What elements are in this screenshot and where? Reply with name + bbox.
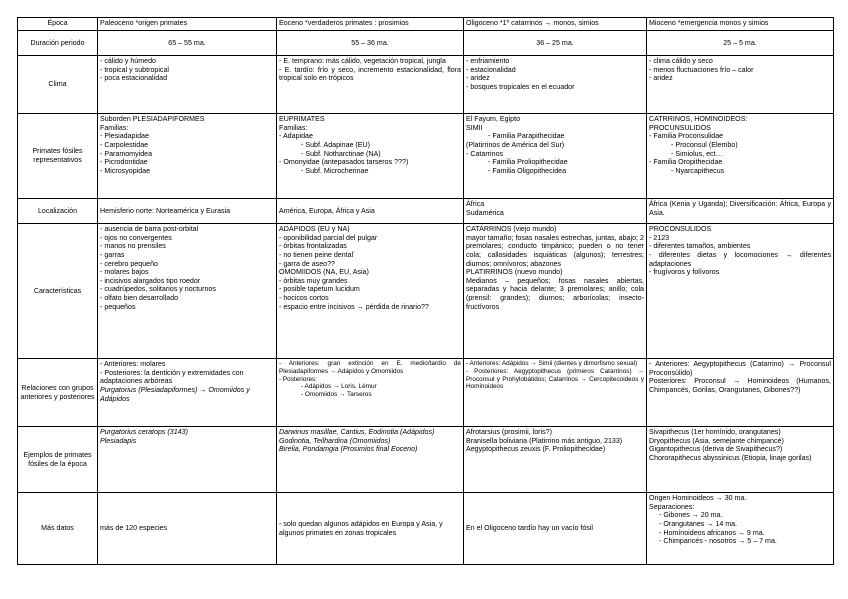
text-line: - Adápidos → Loris, Lémur — [301, 383, 377, 391]
text-line: - no tienen peine dental´ — [279, 250, 356, 259]
text-line: - aridez — [466, 74, 490, 83]
text-line: Dryopithecus (Asia, semejante chimpancé) — [649, 436, 784, 445]
duracion-eoceno: 55 – 36 ma. — [277, 31, 464, 56]
text-line: - Catarrinos — [466, 149, 504, 158]
row-label-masdatos: Más datos — [18, 493, 98, 565]
text-line: - poca estacionalidad — [100, 74, 168, 83]
text-line: CATARRINOS (viejo mundo) — [466, 225, 557, 233]
text-line: - estacionalidad — [466, 65, 516, 74]
text-line: - diferentes dietas y locomociones → diferentes adaptaciones — [649, 250, 831, 268]
clima-mioceno — [647, 56, 834, 114]
text-line: - Subf. Adapinae (EU) — [301, 140, 371, 149]
row-label-clima: Clima — [18, 56, 98, 114]
row-label-primates: Primates fósiles representativos — [18, 114, 98, 199]
text-line: - ojos no convergentes — [100, 233, 172, 242]
text-line: - enfriamiento — [466, 57, 510, 65]
text-line: Purgatorius (Plesiadapiformes) → Omomiidos y Adápidos — [100, 385, 250, 403]
relaciones-oligoceno — [464, 359, 647, 427]
text-line: - hocicos cortos — [279, 294, 329, 303]
header-mioceno: Mioceno *emergencia monos y simios — [647, 18, 834, 31]
primates-eoceno — [277, 114, 464, 199]
text-line: Aegyptopithecus zeuxis (F. Proliopithecidae) — [466, 445, 606, 454]
text-line: - cuadrúpedos, solitarios y nocturnos — [100, 285, 216, 294]
text-line: - Adapidae — [279, 132, 313, 141]
text-line: Sivapithecus (1er homínido, orangutanes) — [649, 428, 781, 436]
text-line: - Posteriores: — [279, 375, 318, 383]
text-line: - espacio entre incisivos → pérdida de rinario?? — [279, 302, 429, 311]
text-line: - Chimpancés - nosotros → 5 – 7 ma. — [659, 537, 777, 546]
text-line: - oponibilidad parcial del pulgar — [279, 233, 378, 242]
text-line: El Fayum, Egipto — [466, 115, 521, 123]
caracteristicas-mioceno — [647, 224, 834, 359]
text-line: Familias: — [100, 123, 129, 132]
text-line: Medianos – pequeños; fosas nasales abiertas, separadas y hacia delante; 3 premolares; anillo; cola (prensil: grandes); diurnos; arborícolas; insecto-fructívoros — [466, 276, 644, 311]
text-line: - Familia Proliopithecidae — [488, 158, 568, 167]
row-clima — [18, 56, 834, 114]
text-line: - Posteriores: Aegyptopithecus (primeros Catarrinos) → Proconsul y Prohylobátidos; Catarrinos → Cercopitecoideos y Hominoideos — [466, 367, 644, 391]
row-relaciones — [18, 359, 834, 427]
text-line: mayor tamaño; fosas nasales estrechas, juntas, abajo; 2 premolares; conducto timpánico; pueden o no tener cola; callosidades isquiáticas (algunos); terrestres; diurnos; omnívoros; abazones — [466, 233, 644, 268]
row-label-ejemplos: Ejemplos de primates fósiles de la época — [18, 427, 98, 493]
header-paleoceno: Paleoceno *origen primates — [98, 18, 277, 31]
localizacion-mioceno: África (Kenia y Uganda); Diversificación: África, Europa y Asia. — [647, 199, 834, 224]
text-line: - Posteriores: la dentición y extremidades con adaptaciones arbóreas — [100, 368, 244, 386]
header-eoceno: Eoceno *verdaderos primates : prosimios — [277, 18, 464, 31]
text-line: - Orangutanes → 14 ma. — [659, 519, 738, 528]
ejemplos-oligoceno — [464, 427, 647, 493]
ejemplos-eoceno — [277, 427, 464, 493]
text-line: - posible tapetum lucidum — [279, 285, 360, 294]
text-line: - E. tardío: frío y seco, incremento estacionalidad, flora tropical solo en trópicos — [279, 65, 461, 83]
text-line: - E. temprano: más cálido, vegetación tropical, jungla — [279, 57, 446, 65]
text-line: - menos fluctuaciones frío – calor — [649, 65, 754, 74]
text-line: PLATIRRINOS (nuevo mundo) — [466, 268, 563, 277]
text-line: - cerebro pequeño — [100, 259, 158, 268]
text-line: - Omonyidae (antepasados tarseros ???) — [279, 158, 409, 167]
text-line: - Anteriores: Adápidos → Simii (dientes y dimorfismo sexual) — [466, 360, 638, 367]
text-line: - órbitas frontalizadas — [279, 242, 347, 251]
text-line: PROCUNSULIDOS — [649, 123, 711, 132]
text-line: Origen Hominoideos → 30 ma. — [649, 494, 747, 502]
text-line: - Anteriores: Aegyptopithecus (Catarrino) → Proconsul Proconsúlido) — [649, 360, 831, 377]
caracteristicas-oligoceno — [464, 224, 647, 359]
text-line: CATRRINOS, HOMINOIDEOS: — [649, 115, 748, 123]
row-label-duracion: Duración periodo — [18, 31, 98, 56]
text-line: Afrotarsius (prosimii, loris?) — [466, 428, 552, 436]
text-line: - 2123 — [649, 233, 670, 242]
text-line: Purgatorius ceratops (3143) — [100, 428, 188, 436]
text-line: PROCONSULIDOS — [649, 225, 712, 233]
localizacion-oligoceno — [464, 199, 647, 224]
text-line: - Plesiadapidae — [100, 132, 149, 141]
primates-mioceno — [647, 114, 834, 199]
relaciones-paleoceno — [98, 359, 277, 427]
text-line: EUPRIMATES — [279, 115, 325, 123]
primates-paleoceno — [98, 114, 277, 199]
row-label-relaciones: Relaciones con grupos anteriores y posteriores — [18, 359, 98, 427]
text-line: - Anteriores: gran extinción en E. medio/tardío de Plesiadapiformes → Adápidos y Omomiidos — [279, 360, 461, 375]
duracion-paleoceno: 65 – 55 ma. — [98, 31, 277, 56]
masdatos-mioceno — [647, 493, 834, 565]
ejemplos-mioceno — [647, 427, 834, 493]
row-duracion — [18, 31, 834, 56]
text-line: - Familia Parapithecidae — [488, 132, 565, 141]
row-localizacion — [18, 199, 834, 224]
header-row — [18, 18, 834, 31]
text-line: - diferentes tamaños, ambientes — [649, 242, 751, 251]
text-line: - garra de aseo?? — [279, 259, 335, 268]
localizacion-eoceno: América, Europa, África y Asia — [277, 199, 464, 224]
text-line: - tropical y subtropical — [100, 65, 169, 74]
text-line: - Microsyopidae — [100, 166, 151, 175]
row-label-caracteristicas: Características — [18, 224, 98, 359]
text-line: - Carpolestidae — [100, 140, 149, 149]
text-line: - frugívoros y folívoros — [649, 268, 720, 277]
text-line: Godinotia, Teilhardina (Omomiidos) — [279, 436, 391, 445]
text-line: Gigantopithecus (deriva de Sivapithecus?) — [649, 445, 783, 454]
text-line: ADAPIDOS (EU y NA) — [279, 225, 350, 233]
caracteristicas-eoceno — [277, 224, 464, 359]
text-line: - Paramomyidea — [100, 149, 153, 158]
text-line: (Platirrinos de América del Sur) — [466, 140, 565, 149]
localizacion-paleoceno: Hemisferio norte: Norteamérica y Eurasia — [98, 199, 277, 224]
text-line: - Picrodontidae — [100, 158, 148, 167]
text-line: - Gibones → 20 ma. — [659, 511, 723, 520]
text-line: - aridez — [649, 74, 673, 83]
text-line: - molares bajos — [100, 268, 149, 277]
row-label-localizacion: Localización — [18, 199, 98, 224]
duracion-mioceno: 25 – 5 ma. — [647, 31, 834, 56]
text-line: - Subf. Notharctinae (NA) — [301, 149, 381, 158]
text-line: Plesiadapis — [100, 436, 137, 445]
document-page — [17, 17, 833, 565]
text-line: - cálido y húmedo — [100, 57, 156, 65]
text-line: - pequeños — [100, 302, 136, 311]
row-masdatos — [18, 493, 834, 565]
row-primates — [18, 114, 834, 199]
text-line: Sudamérica — [466, 208, 504, 217]
text-line: - ausencia de barra post-orbital — [100, 225, 199, 233]
text-line: Darwinus masillae, Cantius, Eodinotia (Adápidos) — [279, 428, 435, 436]
duracion-oligoceno: 36 – 25 ma. — [464, 31, 647, 56]
text-line: - clima cálido y seco — [649, 57, 713, 65]
text-line: - Simiolus, ect… — [671, 149, 723, 158]
caracteristicas-paleoceno — [98, 224, 277, 359]
text-line: - Subf. Microcherinae — [301, 166, 369, 175]
text-line: Branisella boliviana (Platirrino más antiguo, 2133) — [466, 436, 623, 445]
text-line: - Proconsul (Elembo) — [671, 140, 738, 149]
row-caracteristicas — [18, 224, 834, 359]
text-line: - órbitas muy grandes — [279, 276, 348, 285]
relaciones-mioceno — [647, 359, 834, 427]
header-epoca: Época — [18, 18, 98, 31]
text-line: - Familia Oropithecidae — [649, 158, 723, 167]
primates-oligoceno — [464, 114, 647, 199]
relaciones-eoceno — [277, 359, 464, 427]
text-line: - Omomiidos → Tarseros — [301, 391, 372, 399]
row-ejemplos — [18, 427, 834, 493]
text-line: Chororapithecus abyssinicus (Etiopia, linaje gorilas) — [649, 453, 812, 462]
text-line: Familias: — [279, 123, 308, 132]
clima-paleoceno — [98, 56, 277, 114]
masdatos-paleoceno: más de 120 especies — [98, 493, 277, 565]
text-line: - Anteriores: molares — [100, 360, 166, 368]
primate-evolution-table — [17, 17, 834, 565]
text-line: Separaciones: — [649, 502, 695, 511]
text-line: - Homínoideos africanos → 9 ma. — [659, 528, 765, 537]
text-line: Posteriores: Proconsul → Hominoideos (Humanos, Chimpancés, Gorilas, Orangutanes, Gibones??) — [649, 377, 831, 394]
text-line: Birelia, Pondamgia (Prosimios final Eoceno) — [279, 445, 418, 454]
text-line: - garras — [100, 250, 125, 259]
clima-oligoceno — [464, 56, 647, 114]
text-line: Suborden PLESIADAPIFORMES — [100, 115, 205, 123]
text-line: OMOMIIDOS (NA, EU, Asia) — [279, 268, 369, 277]
text-line: - olfato bien desarrollado — [100, 294, 179, 303]
text-line: - Nyarcapithecus — [671, 166, 725, 175]
clima-eoceno — [277, 56, 464, 114]
header-oligoceno: Oligoceno *1º catarrinos → monos, simios — [464, 18, 647, 31]
text-line: África — [466, 200, 485, 208]
masdatos-oligoceno: En el Oligoceno tardío hay un vacío fósil — [464, 493, 647, 565]
text-line: SIMII — [466, 123, 483, 132]
text-line: - incisivos alargados tipo roedor — [100, 276, 201, 285]
text-line: - Familia Proconsulidae — [649, 132, 724, 141]
text-line: - bosques tropicales en el ecuador — [466, 82, 575, 91]
text-line: - Familia Oligopithecidea — [488, 166, 567, 175]
ejemplos-paleoceno — [98, 427, 277, 493]
masdatos-eoceno: - solo quedan algunos adápidos en Europa y Asia, y algunos primates en zonas tropicales — [277, 493, 464, 565]
text-line: - manos no prensiles — [100, 242, 166, 251]
